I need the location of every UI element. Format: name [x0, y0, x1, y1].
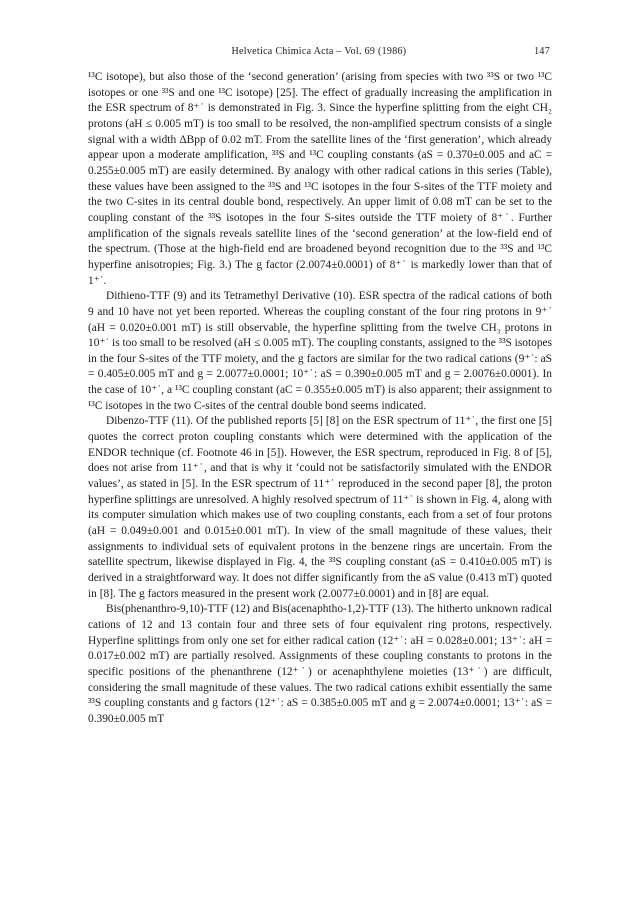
running-title: Helvetica Chimica Acta – Vol. 69 (1986) — [231, 46, 407, 57]
paragraph-bis-phenanthro-acenaphtho-ttf: Bis(phenanthro-9,10)-TTF (12) and Bis(acenaphtho-1,2)-TTF (13). The hitherto unknown radical cations of 12 and 13 contain four and three sets of four equivalent ring protons, respectively. Hyperfine splittings from only one set for either radical cation (12⁺˙: aH = 0.028±0.001; 13⁺˙: aH = 0.017±0.002 mT) are partially resolved. Assignments of these coupling constants to protons in the specific positions of the phenanthrene (12⁺˙) or acenaphthylene moieties (13⁺˙) are difficult, considering the small magnitude of these values. The two radical cations exhibit essentially the same ³³S coupling constants and g factors (12⁺˙: aS = 0.385±0.005 mT and g = 2.0074±0.0001; 13⁺˙: aS = 0.390±0.005 mT — [88, 603, 552, 725]
page-header — [88, 46, 550, 57]
paragraph-dibenzo-ttf: Dibenzo-TTF (11). Of the published reports [5] [8] on the ESR spectrum of 11⁺˙, the first one [5] quotes the correct proton coupling constants which were determined with the application of the ENDOR technique (cf. Footnote 46 in [5]). However, the ESR spectrum, reproduced in Fig. 8 of [5], does not arise from 11⁺˙, and that is why it ‘could not be satisfactorily simulated with the ENDOR values’, as stated in [5]. In the ESR spectrum of 11⁺˙ reproduced in the second paper [8], the proton hyperfine splittings are unresolved. A highly resolved spectrum of 11⁺˙ is shown in Fig. 4, along with its computer simulation which makes use of two coupling constants, each from a set of four protons (aH = 0.049±0.001 and 0.015±0.001 mT). In view of the small magnitude of these values, their assignments to individual sets of equivalent protons in the benzene rings are uncertain. From the satellite spectrum, likewise displayed in Fig. 4, the ³³S coupling constant (aS = 0.410±0.005 mT) is derived in a straightforward way. It does not differ significantly from the aS value (0.413 mT) quoted in [8]. The g factors measured in the present work (2.0077±0.0001) and in [8] are equal. — [88, 415, 552, 600]
page-number: 147 — [534, 46, 550, 57]
paragraph-continued-isotope-generations: ¹³C isotope), but also those of the ‘second generation’ (arising from species with two ³³S or two ¹³C isotopes or one ³³S and one ¹³C isotope) [25]. The effect of gradually increasing the amplification in the ESR spectrum of 8⁺˙ is demonstrated in Fig. 3. Since the hyperfine splitting from the eight CH₂ protons (aH ≤ 0.005 mT) is too small to be resolved, the non-amplified spectrum consists of a single signal with a width ΔBpp of 0.02 mT. From the satellite lines of the ‘first generation’, which already appear upon a moderate amplification, ³³S and ¹³C coupling constants (aS = 0.370±0.005 and aC = 0.255±0.005 mT) are easily determined. By analogy with other radical cations in this series (Table), these values have been assigned to the ³³S and ¹³C isotopes in the four S-sites of the TTF moiety and the two C-sites in its central double bond, respectively. An upper limit of 0.08 mT can be set to the coupling constant of the ³³S isotopes in the four S-sites outside the TTF moiety of 8⁺˙. Further amplification of the signals reveals satellite lines of the ‘second generation’ at the low-field end of the spectrum. (Those at the high-field end are broadened beyond recognition due to the ³³S and ¹³C hyperfine anisotropies; Fig. 3.) The g factor (2.0074±0.0001) of 8⁺˙ is markedly lower than that of 1⁺˙. — [88, 71, 552, 287]
article-body — [88, 70, 552, 728]
paragraph-dithieno-ttf: Dithieno-TTF (9) and its Tetramethyl Derivative (10). ESR spectra of the radical cations of both 9 and 10 have not yet been reported. Whereas the coupling constant of the four ring protons in 9⁺˙ (aH = 0.020±0.001 mT) is still observable, the hyperfine splitting from the twelve CH₃ protons in 10⁺˙ is too small to be resolved (aH ≤ 0.005 mT). The coupling constants, assigned to the ³³S isotopes in the four S-sites of the TTF moiety, and the g factors are similar for the two radical cations (9⁺˙: aS = 0.405±0.005 mT and g = 2.0077±0.0001; 10⁺˙: aS = 0.390±0.005 mT and g = 2.0076±0.0001). In the case of 10⁺˙, a ¹³C coupling constant (aC = 0.355±0.005 mT) is also apparent; their assignment to ¹³C isotopes in the two C-sites of the central double bond seems indicated. — [88, 290, 553, 412]
